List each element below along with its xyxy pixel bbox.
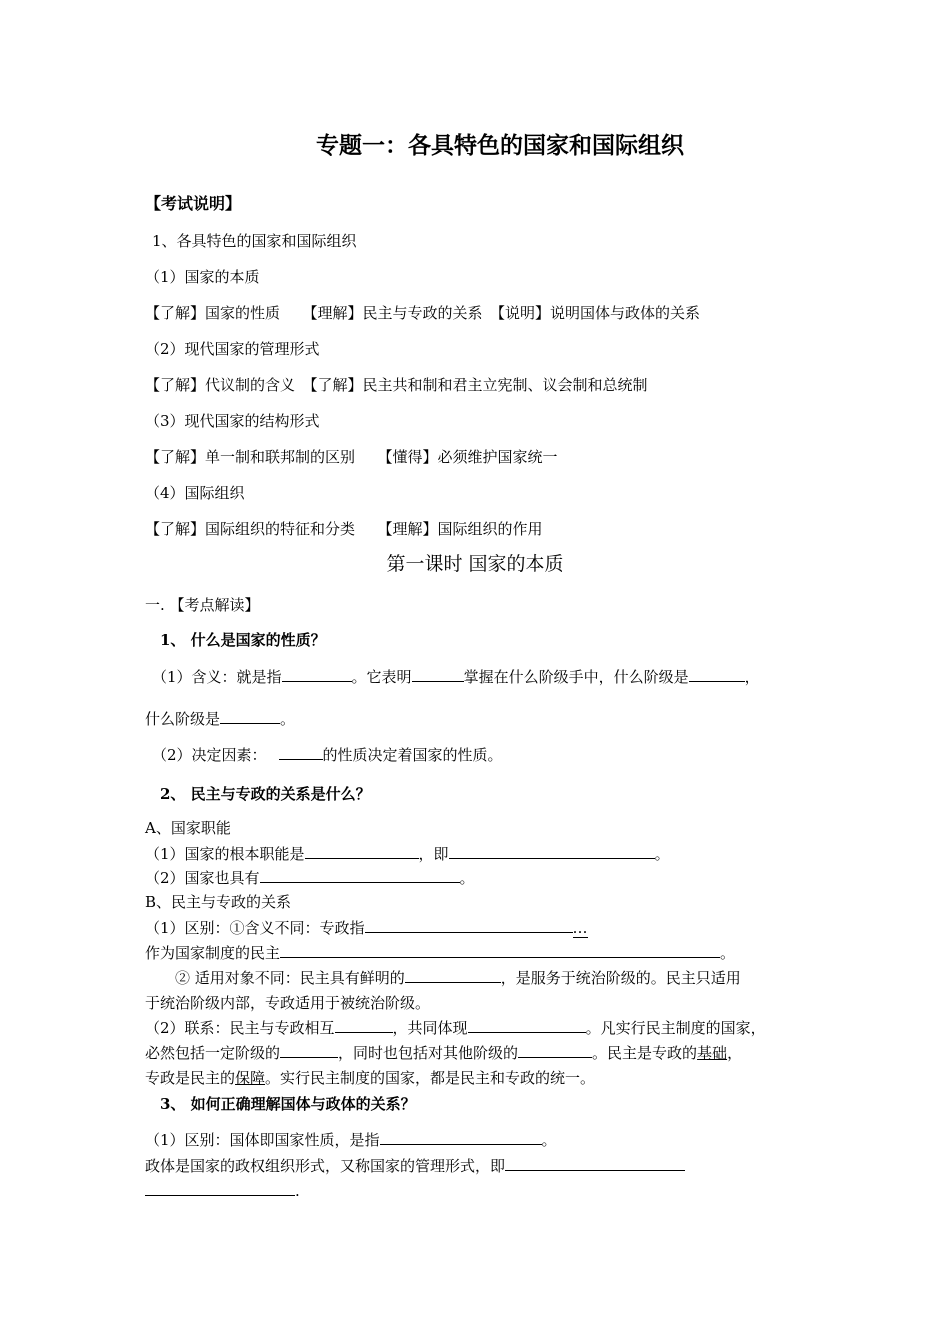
exam-heading: 【考试说明】 xyxy=(145,194,242,213)
answer-line: 什么阶级是 。 xyxy=(145,710,296,728)
answer-line: 于统治阶级内部，专政适用于被统治阶级。 xyxy=(145,994,431,1012)
answer-line: 政体是国家的政权组织形式，又称国家的管理形式，即 xyxy=(145,1156,685,1176)
exam-line: 【了解】国家的性质 【理解】民主与专政的关系 【说明】说明国体与政体的关系 xyxy=(145,304,701,322)
answer-line: （1）区别：国体即国家性质，是指 。 xyxy=(145,1131,557,1149)
blank[interactable] xyxy=(518,1043,592,1058)
answer-line: 专政是民主的保障。实行民主制度的国家，都是民主和专政的统一。 xyxy=(145,1069,596,1087)
blank[interactable] xyxy=(365,918,573,933)
blank[interactable] xyxy=(220,709,280,724)
blank[interactable] xyxy=(279,745,323,760)
answer-line: （2）联系：民主与专政相互 ，共同体现 。凡实行民主制度的国家， xyxy=(145,1019,766,1037)
answer-line: （2）决定因素： 的性质决定着国家的性质。 xyxy=(152,746,503,764)
exam-line: （1）国家的本质 xyxy=(145,268,260,286)
answer-line: （1）含义：就是指 。它表明 掌握在什么阶级手中，什么阶级是 ， xyxy=(152,668,760,686)
sub-heading: A、国家职能 xyxy=(145,819,231,837)
blank[interactable] xyxy=(305,844,419,859)
lesson-title: 第一课时 国家的本质 xyxy=(386,553,564,575)
page-title: 专题一：各具特色的国家和国际组织 xyxy=(316,133,684,159)
answer-line: （1）国家的根本职能是 ，即 。 xyxy=(145,845,670,863)
blank[interactable] xyxy=(280,1043,338,1058)
exam-line: 【了解】单一制和联邦制的区别 【懂得】必须维护国家统一 xyxy=(145,448,558,466)
question-2: 2、 民主与专政的关系是什么？ xyxy=(160,785,371,803)
blank[interactable] xyxy=(449,844,655,859)
answer-line: （2）国家也具有 。 xyxy=(145,869,475,887)
blank[interactable] xyxy=(412,667,464,682)
blank[interactable] xyxy=(145,1181,295,1196)
blank[interactable] xyxy=(505,1156,685,1171)
exam-line: 【了解】国际组织的特征和分类 【理解】国际组织的作用 xyxy=(145,520,543,538)
question-1: 1、 什么是国家的性质？ xyxy=(160,631,326,649)
exam-line: （4）国际组织 xyxy=(145,484,245,502)
answer-line: （1）区别：①含义不同：专政指 … xyxy=(145,919,588,937)
answer-line: . xyxy=(145,1181,300,1201)
blank[interactable] xyxy=(468,1018,586,1033)
blank[interactable] xyxy=(405,968,501,983)
answer-line: 作为国家制度的民主 。 xyxy=(145,944,736,962)
blank[interactable] xyxy=(260,868,460,883)
exam-line: 1、各具特色的国家和国际组织 xyxy=(152,232,357,250)
blank[interactable] xyxy=(280,943,720,958)
blank[interactable] xyxy=(380,1130,542,1145)
exam-line: （3）现代国家的结构形式 xyxy=(145,412,320,430)
answer-line: 必然包括一定阶级的 ，同时也包括对其他阶级的 。民主是专政的基础， xyxy=(145,1044,743,1062)
sub-heading: B、民主与专政的关系 xyxy=(145,893,292,911)
blank[interactable] xyxy=(282,667,352,682)
exam-line: 【了解】代议制的含义 【了解】民主共和制和君主立宪制、议会制和总统制 xyxy=(145,376,648,394)
answer-line: ② 适用对象不同：民主具有鲜明的 ，是服务于统治阶级的。民主只适用 xyxy=(175,969,741,987)
exam-line: （2）现代国家的管理形式 xyxy=(145,340,320,358)
section-heading: 一. 【考点解读】 xyxy=(145,596,260,614)
blank[interactable] xyxy=(335,1018,393,1033)
blank[interactable] xyxy=(689,667,745,682)
question-3: 3、 如何正确理解国体与政体的关系？ xyxy=(160,1095,416,1113)
